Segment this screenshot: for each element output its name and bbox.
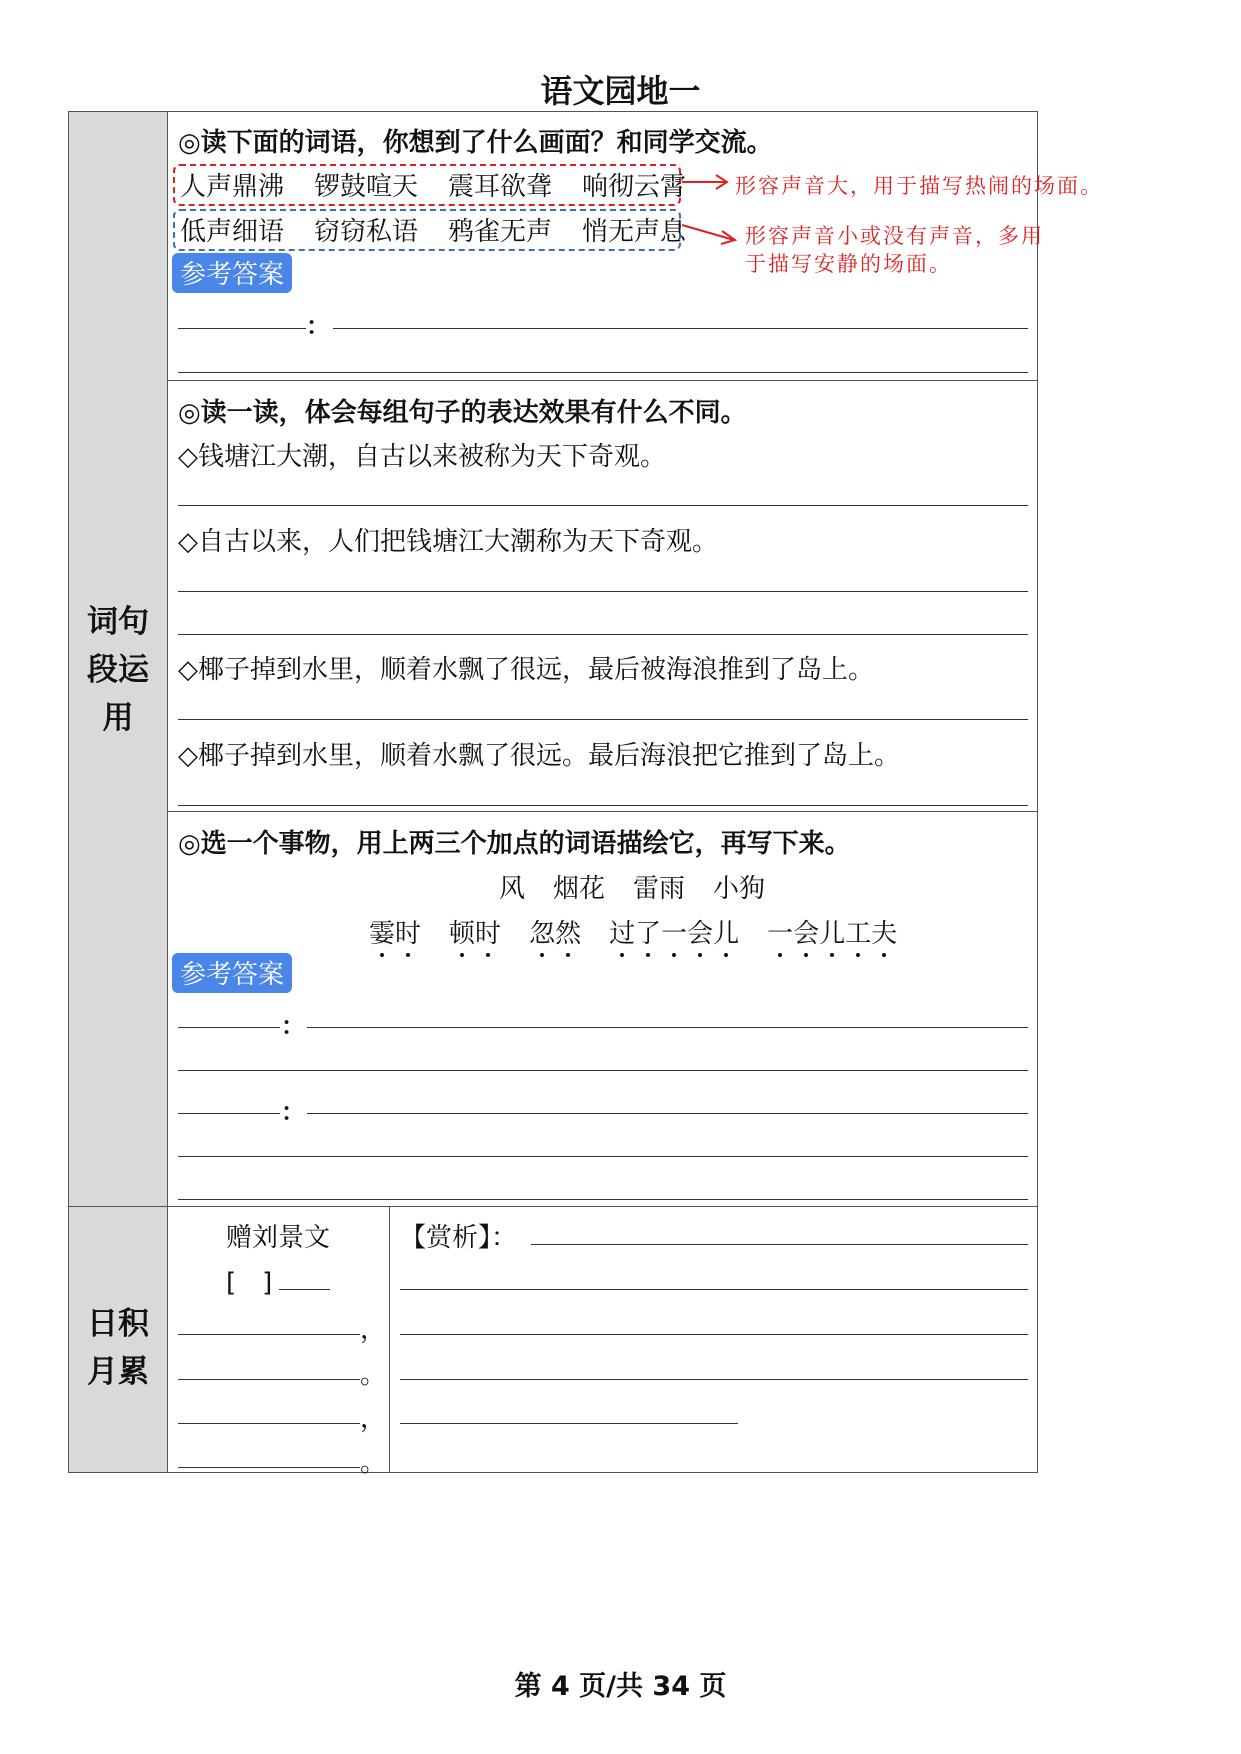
- dotted-char: 了: [635, 913, 661, 950]
- sentence-3: ◇椰子掉到水里，顺着水飘了很远，最后被海浪推到了岛上。: [178, 655, 874, 685]
- poem-author-line[interactable]: [279, 1289, 330, 1290]
- subject-word: 风: [499, 874, 526, 904]
- colon: ：: [281, 1098, 305, 1126]
- dotted-word: [449, 913, 501, 950]
- dotted-char: 一: [767, 913, 793, 950]
- dotted-char: 夫: [871, 913, 897, 950]
- q2-prompt: ◎读一读，体会每组句子的表达效果有什么不同。: [178, 398, 747, 428]
- red-arrow-2: [680, 220, 740, 248]
- write-line[interactable]: [178, 1156, 1028, 1157]
- write-line[interactable]: [307, 1027, 1028, 1028]
- subject-word: 烟花: [553, 874, 606, 904]
- quiet-words-note-2: 于描写安静的场面。: [745, 252, 952, 276]
- write-line[interactable]: [178, 719, 1028, 720]
- row-divider-1: [167, 380, 1038, 381]
- side-divider: [167, 112, 168, 1473]
- appreciation-label: 【赏析】：: [400, 1223, 518, 1253]
- subject-word: 小狗: [713, 874, 766, 904]
- word: 悄无声息: [582, 217, 687, 247]
- write-line[interactable]: [178, 805, 1028, 806]
- dotted-word: [767, 913, 897, 950]
- dotted-char: 时: [475, 913, 501, 950]
- q1-prompt: ◎读下面的词语，你想到了什么画面？和同学交流。: [178, 128, 773, 158]
- word: 窃窃私语: [314, 217, 419, 247]
- poem-line-1[interactable]: [178, 1334, 360, 1335]
- subject-words: [499, 868, 765, 905]
- loud-words-row: [180, 166, 686, 203]
- write-line[interactable]: [178, 505, 1028, 506]
- page-title: 语文园地一: [540, 72, 701, 110]
- sentence-4: ◇椰子掉到水里，顺着水飘了很远。最后海浪把它推到了岛上。: [178, 741, 900, 771]
- word: 震耳欲聋: [448, 172, 553, 202]
- poem-dynasty-bracket: [ ]: [226, 1268, 273, 1298]
- colon: ：: [281, 1012, 305, 1040]
- poem-punct-4: 。: [360, 1448, 387, 1478]
- appreciation-line[interactable]: [400, 1334, 1028, 1335]
- dotted-char: 工: [845, 913, 871, 950]
- poem-title: 赠刘景文: [226, 1223, 331, 1253]
- quiet-words-note-1: 形容声音小或没有声音，多用: [745, 224, 1044, 248]
- write-line[interactable]: [178, 591, 1028, 592]
- table-frame: [68, 111, 1038, 1473]
- dotted-char: 时: [395, 913, 421, 950]
- answer-button-2[interactable]: 参考答案: [172, 953, 292, 993]
- dotted-char: 会: [687, 913, 713, 950]
- appreciation-line[interactable]: [400, 1423, 738, 1424]
- dotted-char: 过: [609, 913, 635, 950]
- write-line[interactable]: [178, 1199, 1028, 1200]
- dotted-char: 会: [793, 913, 819, 950]
- section-divider: [69, 1206, 1038, 1207]
- side-label-ci-ju-duan: 词句段运用: [87, 604, 149, 736]
- appreciation-line[interactable]: [531, 1244, 1028, 1245]
- word: 人声鼎沸: [180, 172, 285, 202]
- word: 锣鼓喧天: [314, 172, 419, 202]
- write-line[interactable]: [178, 634, 1028, 635]
- write-line[interactable]: [307, 1113, 1028, 1114]
- word: 响彻云霄: [582, 172, 687, 202]
- quiet-words-row: [180, 211, 686, 248]
- write-line[interactable]: [333, 328, 1028, 329]
- poem-punct-3: ，: [360, 1404, 387, 1434]
- row-divider-2: [167, 811, 1038, 812]
- write-line-short[interactable]: [178, 1113, 280, 1114]
- dotted-char: 一: [661, 913, 687, 950]
- colon: ：: [306, 312, 330, 340]
- subject-word: 雷雨: [633, 874, 686, 904]
- poem-punct-2: 。: [360, 1360, 387, 1390]
- poem-line-2[interactable]: [178, 1379, 360, 1380]
- side-label-ri-ji-yue-lei: 日积月累: [87, 1306, 149, 1390]
- dotted-char: 霎: [369, 913, 395, 950]
- appreciation-line[interactable]: [400, 1379, 1028, 1380]
- appreciation-line[interactable]: [400, 1289, 1028, 1290]
- write-line-short[interactable]: [178, 328, 306, 329]
- dotted-word: [609, 913, 739, 950]
- red-arrow-1: [680, 172, 732, 192]
- q3-prompt: ◎选一个事物，用上两三个加点的词语描绘它，再写下来。: [178, 829, 851, 859]
- dotted-word: [369, 913, 421, 950]
- write-line-short[interactable]: [178, 1027, 280, 1028]
- poem-divider: [389, 1206, 390, 1473]
- write-line[interactable]: [178, 372, 1028, 373]
- dotted-char: 顿: [449, 913, 475, 950]
- sentence-2: ◇自古以来，人们把钱塘江大潮称为天下奇观。: [178, 527, 718, 557]
- dotted-word: [529, 913, 581, 950]
- dotted-char: 儿: [713, 913, 739, 950]
- dotted-words: [369, 913, 897, 950]
- word: 鸦雀无声: [448, 217, 553, 247]
- dotted-char: 然: [555, 913, 581, 950]
- loud-words-note: 形容声音大，用于描写热闹的场面。: [735, 174, 1103, 198]
- word: 低声细语: [180, 217, 285, 247]
- answer-button-1[interactable]: 参考答案: [172, 253, 292, 293]
- write-line[interactable]: [178, 1070, 1028, 1071]
- poem-punct-1: ，: [360, 1315, 387, 1345]
- poem-line-3[interactable]: [178, 1423, 360, 1424]
- page-number: 第 4 页/共 34 页: [514, 1671, 727, 1702]
- dotted-char: 儿: [819, 913, 845, 950]
- poem-line-4[interactable]: [178, 1467, 360, 1468]
- dotted-char: 忽: [529, 913, 555, 950]
- sentence-1: ◇钱塘江大潮，自古以来被称为天下奇观。: [178, 442, 666, 472]
